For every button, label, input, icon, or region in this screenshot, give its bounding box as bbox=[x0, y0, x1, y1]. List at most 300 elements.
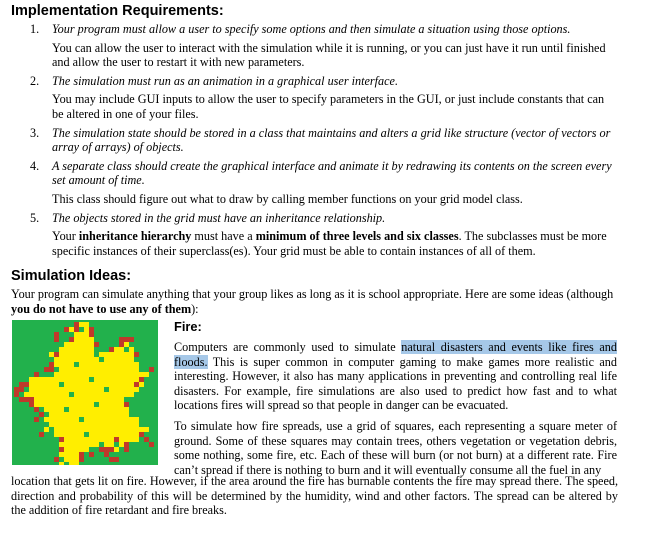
burning-cell bbox=[124, 362, 129, 367]
burning-cell bbox=[64, 352, 69, 357]
burning-cell bbox=[54, 427, 59, 432]
unburned-cell bbox=[104, 387, 109, 392]
ember-cell bbox=[94, 342, 99, 347]
burning-cell bbox=[119, 427, 124, 432]
burning-cell bbox=[94, 442, 99, 447]
burning-cell bbox=[129, 417, 134, 422]
bold-phrase: minimum of three levels and six classes bbox=[255, 229, 459, 244]
fire-paragraph-2-continued: location that gets lit on fire. However, if the area around the fire has burnable contents the fire may spread there. The speed, direction and probability of this will be determined by the humidity, wind and other factors. The spread can be altered by the addition of fire retardant and fire breaks. bbox=[11, 474, 618, 518]
burning-cell bbox=[99, 362, 104, 367]
burning-cell bbox=[49, 397, 54, 402]
burning-cell bbox=[79, 377, 84, 382]
burning-cell bbox=[34, 377, 39, 382]
burning-cell bbox=[89, 342, 94, 347]
burning-cell bbox=[64, 362, 69, 367]
burning-cell bbox=[29, 382, 34, 387]
fire-section bbox=[174, 319, 617, 477]
burning-cell bbox=[109, 407, 114, 412]
burning-cell bbox=[69, 362, 74, 367]
burning-cell bbox=[89, 402, 94, 407]
burning-cell bbox=[94, 422, 99, 427]
burning-cell bbox=[129, 387, 134, 392]
burning-cell bbox=[59, 452, 64, 457]
ember-cell bbox=[134, 352, 139, 357]
simulation-ideas-heading: Simulation Ideas: bbox=[11, 268, 132, 284]
burning-cell bbox=[69, 412, 74, 417]
burning-cell bbox=[69, 457, 74, 462]
burning-cell bbox=[54, 397, 59, 402]
burning-cell bbox=[124, 382, 129, 387]
burning-cell bbox=[44, 417, 49, 422]
burning-cell bbox=[89, 442, 94, 447]
burning-cell bbox=[119, 382, 124, 387]
burning-cell bbox=[99, 402, 104, 407]
burning-cell bbox=[84, 372, 89, 377]
burning-cell bbox=[69, 402, 74, 407]
ember-cell bbox=[19, 382, 24, 387]
burning-cell bbox=[74, 427, 79, 432]
burning-cell bbox=[29, 377, 34, 382]
burning-cell bbox=[114, 352, 119, 357]
burning-cell bbox=[84, 427, 89, 432]
burning-cell bbox=[74, 457, 79, 462]
ember-cell bbox=[24, 397, 29, 402]
requirement-item-2 bbox=[0, 74, 618, 122]
unburned-cell bbox=[64, 407, 69, 412]
fire-paragraph-2: To simulate how fire spreads, use a grid of squares, each representing a square meter of ground. Some of these squares may contain trees, others vegetation or vegetation debris, some nothing, some fire, etc. Each of these will burn (or not burn) at a different rate. Fire can’t spread if there is nothing to burn and it will eventually consume all the fuel in any bbox=[174, 418, 617, 477]
burning-cell bbox=[84, 407, 89, 412]
burning-cell bbox=[104, 377, 109, 382]
burning-cell bbox=[99, 382, 104, 387]
burning-cell bbox=[99, 392, 104, 397]
burning-cell bbox=[129, 372, 134, 377]
burning-cell bbox=[104, 417, 109, 422]
burning-cell bbox=[129, 392, 134, 397]
burning-cell bbox=[109, 352, 114, 357]
burning-cell bbox=[109, 367, 114, 372]
ember-cell bbox=[99, 447, 104, 452]
burning-cell bbox=[84, 437, 89, 442]
requirement-item-1 bbox=[0, 22, 618, 70]
burning-cell bbox=[84, 402, 89, 407]
burning-cell bbox=[64, 402, 69, 407]
burning-cell bbox=[74, 357, 79, 362]
burning-cell bbox=[64, 452, 69, 457]
burning-cell bbox=[89, 437, 94, 442]
burning-cell bbox=[59, 417, 64, 422]
burning-cell bbox=[124, 422, 129, 427]
burning-cell bbox=[59, 372, 64, 377]
burning-cell bbox=[69, 357, 74, 362]
burning-cell bbox=[74, 437, 79, 442]
burning-cell bbox=[79, 372, 84, 377]
ember-cell bbox=[89, 452, 94, 457]
ember-cell bbox=[114, 457, 119, 462]
burning-cell bbox=[64, 427, 69, 432]
burning-cell bbox=[129, 347, 134, 352]
burning-cell bbox=[144, 372, 149, 377]
burning-cell bbox=[84, 367, 89, 372]
ember-cell bbox=[149, 367, 154, 372]
burning-cell bbox=[74, 392, 79, 397]
burning-cell bbox=[54, 387, 59, 392]
ember-cell bbox=[44, 367, 49, 372]
burning-cell bbox=[59, 442, 64, 447]
burning-cell bbox=[99, 437, 104, 442]
burning-cell bbox=[89, 407, 94, 412]
unburned-cell bbox=[74, 362, 79, 367]
burning-cell bbox=[84, 322, 89, 327]
burning-cell bbox=[79, 432, 84, 437]
burning-cell bbox=[34, 397, 39, 402]
burning-cell bbox=[84, 387, 89, 392]
burning-cell bbox=[129, 352, 134, 357]
burning-cell bbox=[54, 392, 59, 397]
ember-cell bbox=[74, 322, 79, 327]
burning-cell bbox=[34, 402, 39, 407]
ember-cell bbox=[119, 342, 124, 347]
ember-cell bbox=[54, 337, 59, 342]
burning-cell bbox=[69, 327, 74, 332]
burning-cell bbox=[74, 402, 79, 407]
burning-cell bbox=[109, 422, 114, 427]
burning-cell bbox=[74, 407, 79, 412]
burning-cell bbox=[34, 387, 39, 392]
burning-cell bbox=[94, 427, 99, 432]
burning-cell bbox=[74, 387, 79, 392]
burning-cell bbox=[94, 392, 99, 397]
burning-cell bbox=[114, 447, 119, 452]
burning-cell bbox=[69, 382, 74, 387]
ember-cell bbox=[139, 432, 144, 437]
burning-cell bbox=[124, 437, 129, 442]
ember-cell bbox=[124, 337, 129, 342]
ember-cell bbox=[54, 457, 59, 462]
burning-cell bbox=[124, 387, 129, 392]
requirement-text: The simulation must run as an animation in a graphical user interface. bbox=[52, 73, 398, 88]
burning-cell bbox=[139, 427, 144, 432]
bold-phrase: inheritance hierarchy bbox=[78, 229, 192, 244]
burning-cell bbox=[114, 422, 119, 427]
burning-cell bbox=[64, 372, 69, 377]
burning-cell bbox=[129, 382, 134, 387]
burning-cell bbox=[64, 342, 69, 347]
burning-cell bbox=[94, 377, 99, 382]
burning-cell bbox=[74, 352, 79, 357]
burning-cell bbox=[119, 407, 124, 412]
burning-cell bbox=[44, 392, 49, 397]
burning-cell bbox=[99, 407, 104, 412]
burning-cell bbox=[94, 407, 99, 412]
burning-cell bbox=[54, 382, 59, 387]
burning-cell bbox=[79, 342, 84, 347]
burning-cell bbox=[49, 402, 54, 407]
burning-cell bbox=[49, 377, 54, 382]
burning-cell bbox=[104, 397, 109, 402]
burning-cell bbox=[89, 372, 94, 377]
burning-cell bbox=[79, 397, 84, 402]
burning-cell bbox=[54, 372, 59, 377]
burning-cell bbox=[124, 342, 129, 347]
burning-cell bbox=[129, 362, 134, 367]
burning-cell bbox=[74, 377, 79, 382]
burning-cell bbox=[134, 432, 139, 437]
burning-cell bbox=[89, 357, 94, 362]
burning-cell bbox=[69, 427, 74, 432]
burning-cell bbox=[79, 422, 84, 427]
burning-cell bbox=[114, 397, 119, 402]
burning-cell bbox=[124, 367, 129, 372]
burning-cell bbox=[79, 367, 84, 372]
ember-cell bbox=[29, 397, 34, 402]
burning-cell bbox=[129, 367, 134, 372]
burning-cell bbox=[104, 422, 109, 427]
requirement-text: Your program must allow a user to specify some options and then simulate a situation using those options. bbox=[52, 22, 571, 36]
burning-cell bbox=[119, 422, 124, 427]
ember-cell bbox=[124, 402, 129, 407]
ember-cell bbox=[79, 452, 84, 457]
burning-cell bbox=[124, 372, 129, 377]
burning-cell bbox=[99, 397, 104, 402]
burning-cell bbox=[24, 392, 29, 397]
intro-bold: you do not have to use any of them bbox=[11, 301, 192, 316]
burning-cell bbox=[64, 382, 69, 387]
requirement-number: 1. bbox=[30, 22, 40, 36]
burning-cell bbox=[129, 437, 134, 442]
ember-cell bbox=[19, 387, 24, 392]
requirement-item-5 bbox=[0, 211, 618, 259]
burning-cell bbox=[119, 397, 124, 402]
burning-cell bbox=[64, 412, 69, 417]
burning-cell bbox=[114, 382, 119, 387]
burning-cell bbox=[74, 332, 79, 337]
burning-cell bbox=[94, 432, 99, 437]
fire-simulation-image bbox=[12, 320, 158, 465]
implementation-heading: Implementation Requirements: bbox=[11, 3, 224, 19]
highlighted-selection[interactable]: natural disasters and events like fires and floods. bbox=[174, 340, 617, 369]
ember-cell bbox=[14, 387, 19, 392]
burning-cell bbox=[134, 377, 139, 382]
burning-cell bbox=[104, 367, 109, 372]
requirement-item-3 bbox=[0, 126, 618, 155]
burning-cell bbox=[104, 362, 109, 367]
burning-cell bbox=[99, 417, 104, 422]
burning-cell bbox=[69, 462, 74, 465]
burning-cell bbox=[59, 412, 64, 417]
burning-cell bbox=[109, 382, 114, 387]
burning-cell bbox=[119, 377, 124, 382]
burning-cell bbox=[89, 362, 94, 367]
unburned-cell bbox=[84, 432, 89, 437]
burning-cell bbox=[109, 432, 114, 437]
burning-cell bbox=[44, 397, 49, 402]
burning-cell bbox=[69, 367, 74, 372]
burning-cell bbox=[84, 442, 89, 447]
burning-cell bbox=[89, 382, 94, 387]
burning-cell bbox=[49, 382, 54, 387]
ember-cell bbox=[89, 332, 94, 337]
burning-cell bbox=[59, 392, 64, 397]
burning-cell bbox=[84, 352, 89, 357]
burning-cell bbox=[64, 447, 69, 452]
burning-cell bbox=[134, 427, 139, 432]
burning-cell bbox=[99, 412, 104, 417]
detail-text: must have a bbox=[191, 229, 256, 244]
ember-cell bbox=[54, 352, 59, 357]
burning-cell bbox=[89, 412, 94, 417]
burning-cell bbox=[134, 372, 139, 377]
requirement-number: 5. bbox=[30, 210, 40, 225]
burning-cell bbox=[69, 342, 74, 347]
burning-cell bbox=[84, 392, 89, 397]
burning-cell bbox=[84, 357, 89, 362]
burning-cell bbox=[69, 387, 74, 392]
ember-cell bbox=[69, 337, 74, 342]
ember-cell bbox=[129, 337, 134, 342]
burning-cell bbox=[84, 397, 89, 402]
ember-cell bbox=[124, 442, 129, 447]
burning-cell bbox=[119, 347, 124, 352]
requirements-list bbox=[0, 22, 651, 262]
burning-cell bbox=[114, 362, 119, 367]
burning-cell bbox=[119, 417, 124, 422]
burning-cell bbox=[129, 422, 134, 427]
intro-end: ): bbox=[191, 301, 199, 316]
ember-cell bbox=[74, 327, 79, 332]
ember-cell bbox=[49, 362, 54, 367]
burning-cell bbox=[54, 417, 59, 422]
burning-cell bbox=[144, 427, 149, 432]
burning-cell bbox=[124, 412, 129, 417]
burning-cell bbox=[99, 422, 104, 427]
burning-cell bbox=[69, 347, 74, 352]
burning-cell bbox=[129, 432, 134, 437]
burning-cell bbox=[69, 432, 74, 437]
burning-cell bbox=[39, 382, 44, 387]
burning-cell bbox=[74, 462, 79, 465]
burning-cell bbox=[64, 422, 69, 427]
burning-cell bbox=[59, 367, 64, 372]
fire-paragraph-1 bbox=[174, 340, 617, 413]
ember-cell bbox=[34, 417, 39, 422]
burning-cell bbox=[104, 392, 109, 397]
ember-cell bbox=[34, 407, 39, 412]
burning-cell bbox=[94, 387, 99, 392]
burning-cell bbox=[64, 367, 69, 372]
burning-cell bbox=[94, 382, 99, 387]
burning-cell bbox=[114, 357, 119, 362]
burning-cell bbox=[79, 347, 84, 352]
burning-cell bbox=[49, 407, 54, 412]
unburned-cell bbox=[59, 382, 64, 387]
burning-cell bbox=[139, 372, 144, 377]
burning-cell bbox=[119, 402, 124, 407]
burning-cell bbox=[89, 422, 94, 427]
ember-cell bbox=[54, 332, 59, 337]
burning-cell bbox=[99, 427, 104, 432]
burning-cell bbox=[49, 422, 54, 427]
burning-cell bbox=[134, 437, 139, 442]
ember-cell bbox=[39, 412, 44, 417]
burning-cell bbox=[79, 447, 84, 452]
ember-cell bbox=[144, 437, 149, 442]
burning-cell bbox=[124, 417, 129, 422]
burning-cell bbox=[74, 432, 79, 437]
burning-cell bbox=[124, 427, 129, 432]
burning-cell bbox=[109, 387, 114, 392]
burning-cell bbox=[89, 367, 94, 372]
burning-cell bbox=[79, 412, 84, 417]
burning-cell bbox=[109, 397, 114, 402]
burning-cell bbox=[134, 367, 139, 372]
burning-cell bbox=[134, 362, 139, 367]
burning-cell bbox=[109, 427, 114, 432]
ember-cell bbox=[109, 347, 114, 352]
burning-cell bbox=[79, 357, 84, 362]
burning-cell bbox=[64, 377, 69, 382]
burning-cell bbox=[114, 377, 119, 382]
burning-cell bbox=[64, 437, 69, 442]
burning-cell bbox=[59, 462, 64, 465]
burning-cell bbox=[59, 377, 64, 382]
burning-cell bbox=[84, 327, 89, 332]
burning-cell bbox=[109, 392, 114, 397]
burning-cell bbox=[79, 392, 84, 397]
burning-cell bbox=[89, 347, 94, 352]
burning-cell bbox=[94, 417, 99, 422]
burning-cell bbox=[59, 427, 64, 432]
burning-cell bbox=[34, 392, 39, 397]
burning-cell bbox=[119, 437, 124, 442]
burning-cell bbox=[109, 377, 114, 382]
burning-cell bbox=[104, 357, 109, 362]
burning-cell bbox=[69, 352, 74, 357]
burning-cell bbox=[59, 352, 64, 357]
burning-cell bbox=[109, 362, 114, 367]
burning-cell bbox=[44, 377, 49, 382]
unburned-cell bbox=[69, 392, 74, 397]
requirement-text: The simulation state should be stored in a class that maintains and alters a grid like structure (vector of vectors or array of arrays) of objects. bbox=[52, 125, 611, 155]
requirement-text: The objects stored in the grid must have an inheritance relationship. bbox=[52, 210, 386, 225]
detail-text: . The subclasses must be more specific instances of their superclass(es). Your grid must be able to contain instances of all of them. bbox=[52, 229, 607, 258]
burning-cell bbox=[64, 457, 69, 462]
burning-cell bbox=[59, 362, 64, 367]
requirement-number: 2. bbox=[30, 73, 40, 88]
paragraph-text: Computers are commonly used to simulate bbox=[174, 340, 402, 354]
burning-cell bbox=[134, 422, 139, 427]
burning-cell bbox=[44, 407, 49, 412]
ember-cell bbox=[59, 437, 64, 442]
burning-cell bbox=[79, 427, 84, 432]
burning-cell bbox=[119, 387, 124, 392]
burning-cell bbox=[129, 427, 134, 432]
burning-cell bbox=[109, 412, 114, 417]
burning-cell bbox=[59, 407, 64, 412]
burning-cell bbox=[124, 407, 129, 412]
burning-cell bbox=[99, 372, 104, 377]
burning-cell bbox=[109, 437, 114, 442]
burning-cell bbox=[54, 412, 59, 417]
ember-cell bbox=[104, 447, 109, 452]
burning-cell bbox=[64, 392, 69, 397]
ember-cell bbox=[39, 432, 44, 437]
burning-cell bbox=[54, 407, 59, 412]
burning-cell bbox=[54, 432, 59, 437]
burning-cell bbox=[44, 427, 49, 432]
burning-cell bbox=[49, 352, 54, 357]
fire-heading: Fire: bbox=[174, 319, 202, 334]
burning-cell bbox=[39, 387, 44, 392]
